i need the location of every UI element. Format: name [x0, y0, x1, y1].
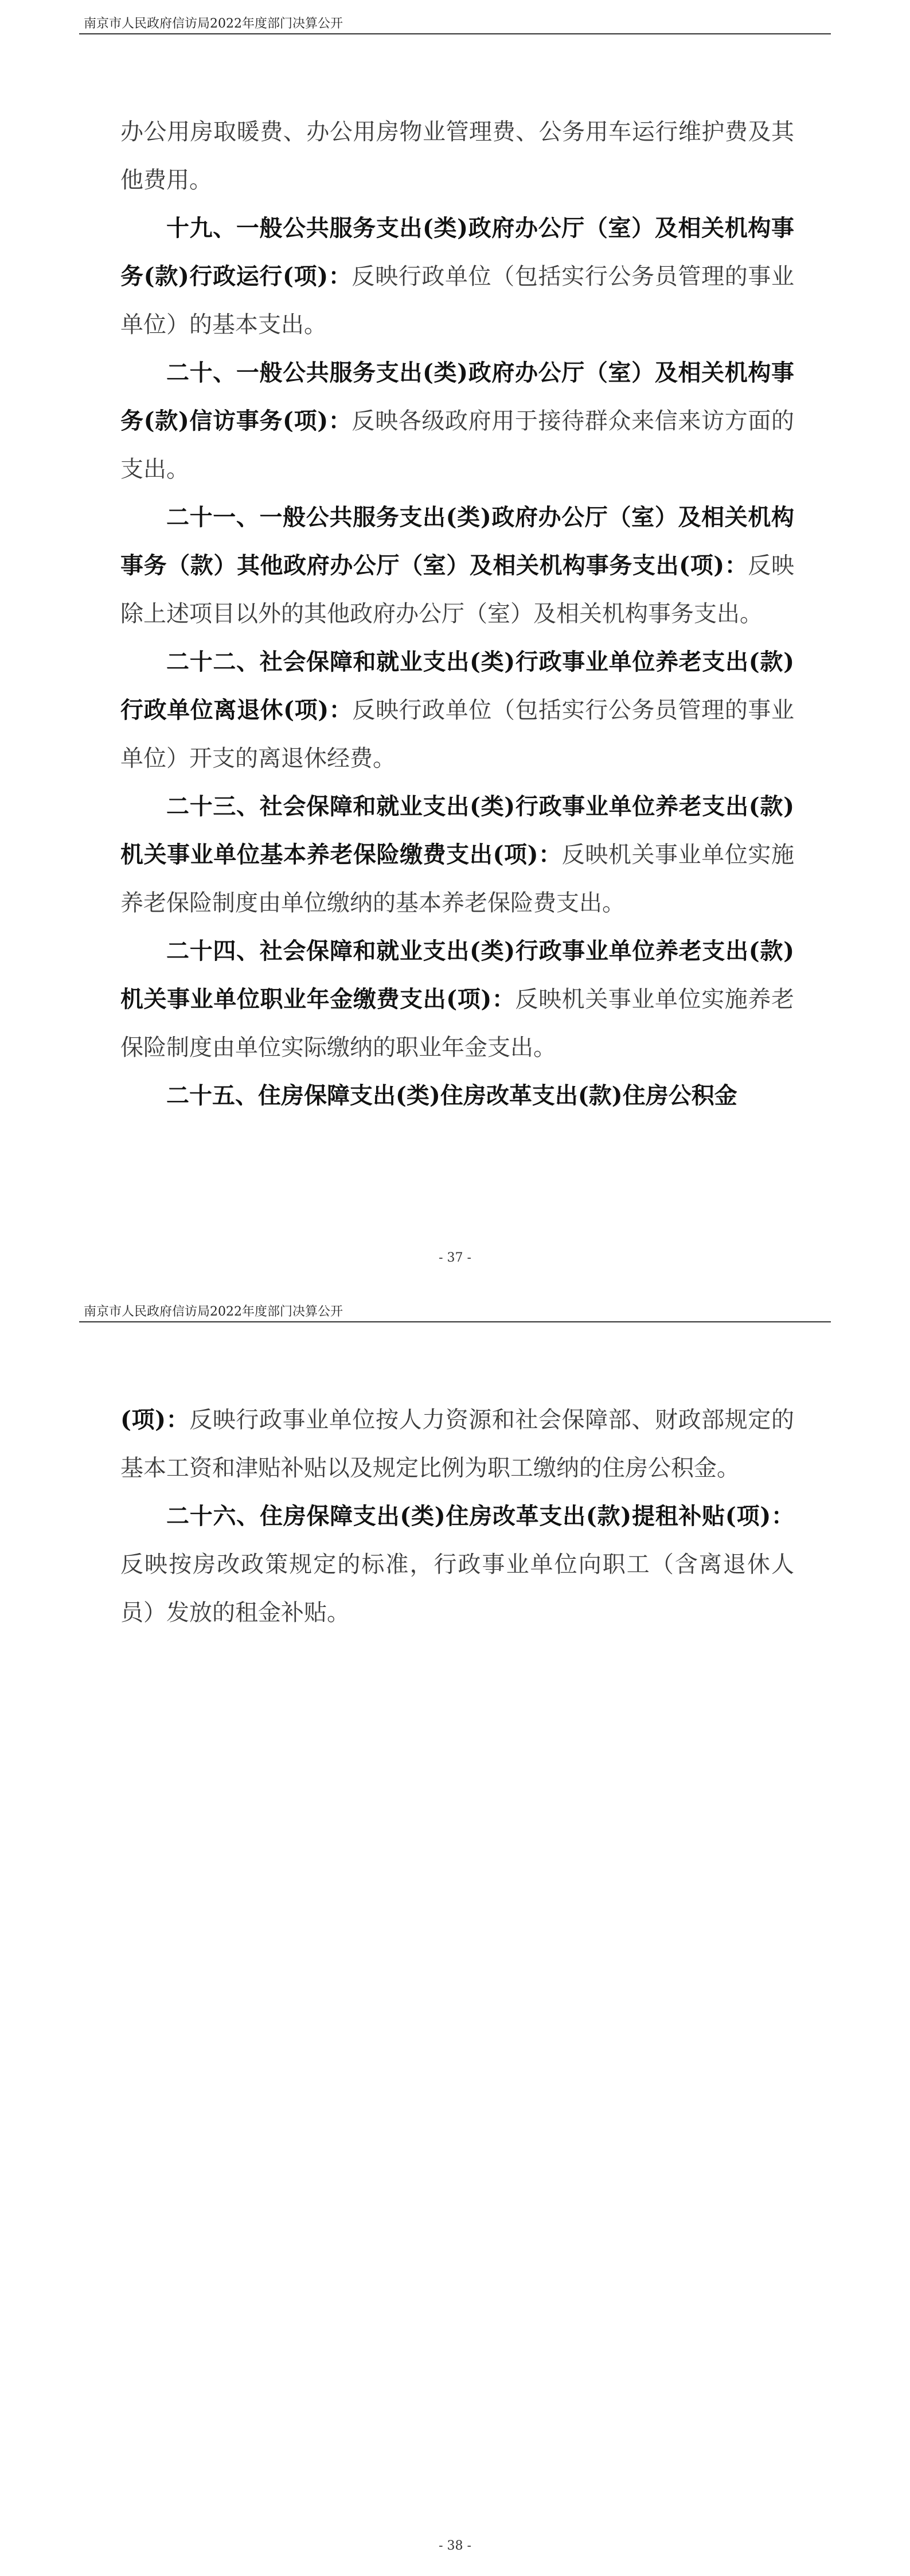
paragraph-text: 反映行政事业单位按人力资源和社会保障部、财政部规定的基本工资和津贴补贴以及规定比例为职工缴纳的住房公积金。 [120, 1407, 794, 1481]
header-rule [79, 33, 831, 34]
running-head: 南京市人民政府信访局2022年度部门决算公开 [84, 1305, 343, 1319]
paragraph-item-20 [120, 349, 794, 493]
paragraph-heading: 二十一、一般公共服务支出(类)政府办公厅（室）及相关机构事务（款）其他政府办公厅（室）及相关机构事务支出(项)： [120, 504, 794, 579]
paragraph-continuation [120, 108, 794, 204]
paragraph-text: 反映行政单位（包括实行公务员管理的事业单位）的基本支出。 [120, 263, 794, 338]
paragraph-item-21 [120, 493, 794, 638]
page-body [120, 108, 794, 1120]
paragraph-heading: (项)： [120, 1406, 190, 1433]
paragraph-text: 反映按房改政策规定的标准，行政事业单位向职工（含离退休人员）发放的租金补贴。 [120, 1551, 794, 1626]
paragraph-item-24 [120, 927, 794, 1072]
paragraph-text: 反映机关事业单位实施养老保险制度由单位实际缴纳的职业年金支出。 [120, 986, 795, 1061]
paragraph-text: 反映各级政府用于接待群众来信来访方面的支出。 [120, 408, 794, 482]
paragraph-heading: 二十六、住房保障支出(类)住房改革支出(款)提租补贴(项)： [166, 1503, 794, 1530]
running-head: 南京市人民政府信访局2022年度部门决算公开 [84, 17, 343, 31]
paragraph-item-23 [120, 783, 794, 927]
page-body [120, 1396, 794, 1637]
paragraph-heading: 二十、一般公共服务支出(类)政府办公厅（室）及相关机构事务(款)信访事务(项)： [120, 359, 794, 434]
paragraph-text: 反映除上述项目以外的其他政府办公厅（室）及相关机构事务支出。 [120, 552, 794, 627]
paragraph-heading: 二十二、社会保障和就业支出(类)行政事业单位养老支出(款)行政单位离退休(项)： [120, 648, 794, 723]
page-number: - 37 - [439, 1251, 471, 1265]
paragraph-continuation [120, 1396, 794, 1492]
paragraph-heading: 二十五、住房保障支出(类)住房改革支出(款)住房公积金 [166, 1082, 737, 1109]
document-page-38 [0, 1288, 910, 2576]
paragraph-text: 反映机关事业单位实施养老保险制度由单位缴纳的基本养老保险费支出。 [120, 842, 795, 916]
paragraph-item-26 [120, 1492, 794, 1637]
paragraph-heading: 十九、一般公共服务支出(类)政府办公厅（室）及相关机构事务(款)行政运行(项)： [120, 215, 794, 290]
paragraph-item-19 [120, 204, 794, 349]
paragraph-text: 办公用房取暖费、办公用房物业管理费、公务用车运行维护费及其他费用。 [120, 119, 794, 193]
paragraph-item-25 [120, 1072, 794, 1120]
page-number: - 38 - [439, 2539, 471, 2553]
paragraph-heading: 二十四、社会保障和就业支出(类)行政事业单位养老支出(款)机关事业单位职业年金缴费支出(项)： [120, 937, 794, 1013]
header-rule [79, 1321, 831, 1322]
paragraph-item-22 [120, 638, 794, 783]
paragraph-heading: 二十三、社会保障和就业支出(类)行政事业单位养老支出(款)机关事业单位基本养老保险缴费支出(项)： [120, 793, 794, 868]
paragraph-text: 反映行政单位（包括实行公务员管理的事业单位）开支的离退休经费。 [120, 697, 794, 772]
